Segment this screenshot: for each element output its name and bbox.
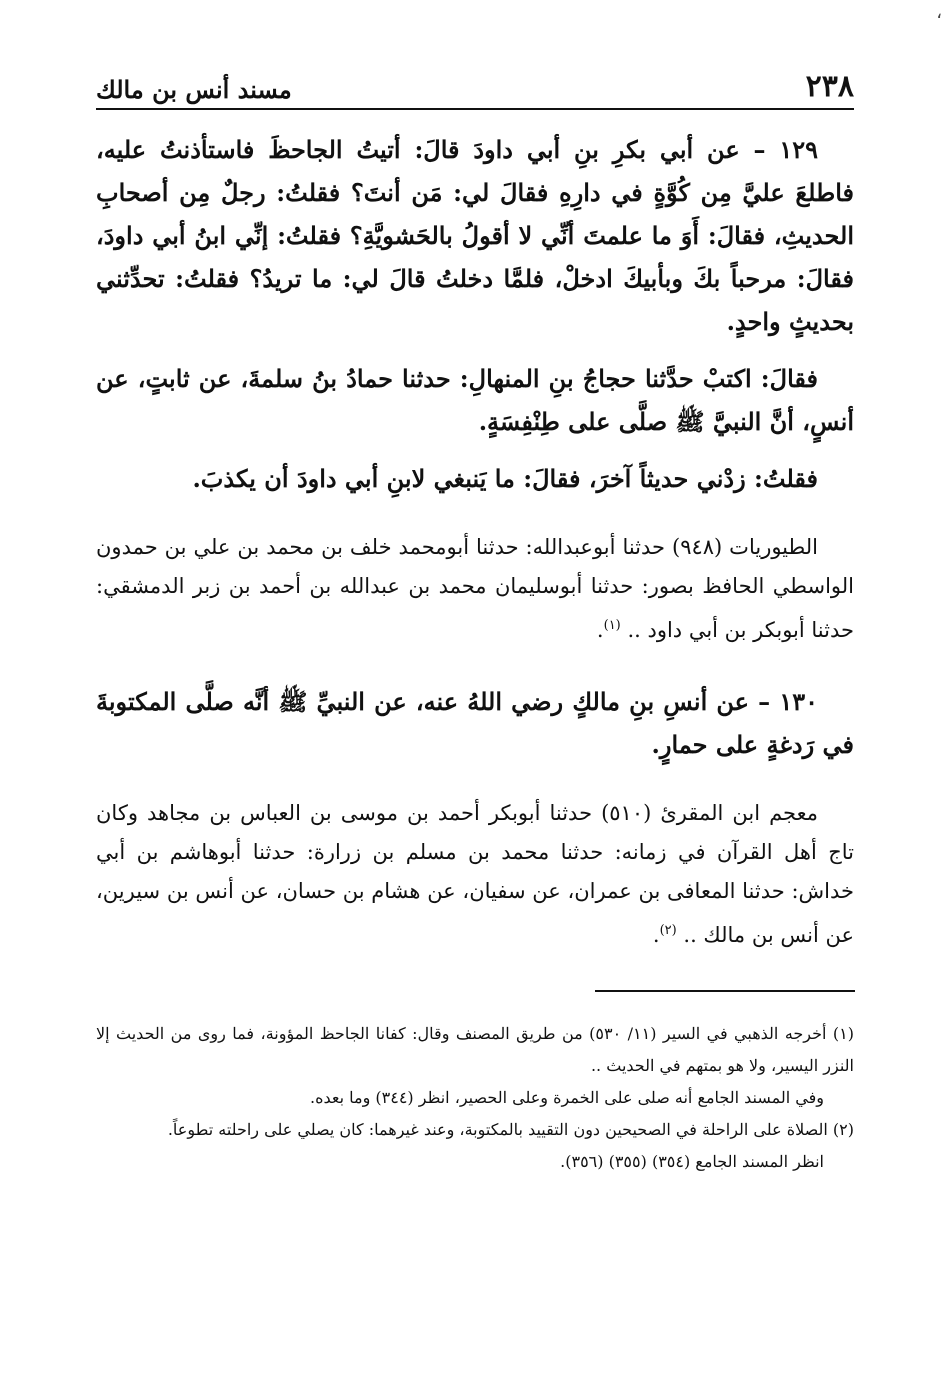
page-number: ٢٣٨	[805, 69, 854, 104]
page-header	[96, 64, 854, 104]
footnote-separator	[595, 990, 855, 992]
source-citation-2-text: معجم ابن المقرئ (٥١٠) حدثنا أبوبكر أحمد بن موسى بن العباس بن مجاهد وكان تاج أهل القرآن في زمانه: حدثنا محمد بن مسلم بن زرارة: حدثنا أبوهاشم بن أبي خداش: حدثنا المعافى بن عمران، عن سفيان، عن هشام بن حسان، عن أنس بن سيرين، عن أنس بن مالك ..	[96, 801, 854, 947]
header-rule	[96, 108, 854, 110]
footnotes	[96, 1018, 854, 1178]
footnote-2-continued: انظر المسند الجامع (٣٥٤) (٣٥٥) (٣٥٦).	[560, 1152, 824, 1171]
main-text	[96, 128, 854, 955]
hadith-129-paragraph-1: ١٢٩ – عن أبي بكرِ بنِ أبي داودَ قالَ: أتيتُ الجاحظَ فاستأذنتُ عليه، فاطلعَ عليَّ مِن كُوَّةٍ في دارِهِ فقالَ لي: مَن أنتَ؟ فقلتُ: رجلٌ مِن أصحابِ الحديثِ، فقالَ: أَوَ ما علمتَ أنِّي لا أقولُ بالحَشويَّةِ؟ فقلتُ: إنِّي ابنُ أبي داودَ، فقالَ: مرحباً بكَ وبأبيكَ ادخلْ، فلمَّا دخلتُ قالَ لي: ما تريدُ؟ فقلتُ: تحدِّثني بحديثٍ واحدٍ.	[96, 135, 854, 336]
footnote-ref-2[interactable]: (٢)	[659, 923, 677, 938]
footnote-ref-1[interactable]: (١)	[603, 618, 621, 633]
corner-mark: ،	[936, 2, 942, 23]
running-title: مسند أنس بن مالك	[96, 75, 292, 104]
source-citation-1: الطيوريات (٩٤٨) حدثنا أبوعبدالله: حدثنا أبومحمد خلف بن محمد بن علي بن حمدون الواسطي الحافظ بصور: حدثنا أبوسليمان محمد بن عبدالله بن أحمد بن زبر الدمشقي: حدثنا أبوبكر بن أبي داود .. $^{(١)}$.	[96, 535, 854, 642]
footnote-1-continued: وفي المسند الجامع أنه صلى على الخمرة وعلى الحصير، انظر (٣٤٤) وما بعده.	[310, 1088, 824, 1107]
hadith-130: ١٣٠ – عن أنسِ بنِ مالكٍ رضي اللهُ عنه، عن النبيِّ ﷺ أنَّه صلَّى المكتوبةَ في رَدغةٍ على حمارٍ.	[96, 687, 854, 759]
footnote-1: (١) أخرجه الذهبي في السير (١١/ ٥٣٠) من طريق المصنف وقال: كفانا الجاحظ المؤونة، فما روى من الحديث إلا النزر اليسير، ولا هو بمتهم في الحديث ..	[96, 1024, 854, 1075]
source-citation-2: معجم ابن المقرئ (٥١٠) حدثنا أبوبكر أحمد بن موسى بن العباس بن مجاهد وكان تاج أهل القرآن في زمانه: حدثنا محمد بن مسلم بن زرارة: حدثنا أبوهاشم بن أبي خداش: حدثنا المعافى بن عمران، عن سفيان، عن هشام بن حسان، عن أنس بن سيرين، عن أنس بن مالك .. $^{(٢)}$.	[96, 801, 854, 947]
hadith-129-paragraph-3: فقلتُ: زدْني حديثاً آخرَ، فقالَ: ما يَنبغي لابنِ أبي داودَ أن يكذبَ.	[192, 464, 818, 493]
source-citation-1-text: الطيوريات (٩٤٨) حدثنا أبوعبدالله: حدثنا أبومحمد خلف بن محمد بن علي بن حمدون الواسطي الحافظ بصور: حدثنا أبوسليمان محمد بن عبدالله بن أحمد بن زبر الدمشقي: حدثنا أبوبكر بن أبي داود ..	[96, 535, 854, 642]
hadith-129-paragraph-2: فقالَ: اكتبْ حدَّثنا حجاجُ بنِ المنهالِ: حدثنا حمادُ بنُ سلمةَ، عن ثابتٍ، عن أنسٍ، أنَّ النبيَّ ﷺ صلَّى على طِنْفِسَةٍ.	[96, 364, 854, 436]
footnote-2: (٢) الصلاة على الراحلة في الصحيحين دون التقييد بالمكتوبة، وعند غيرهما: كان يصلي على راحلته تطوعاً.	[167, 1120, 854, 1139]
